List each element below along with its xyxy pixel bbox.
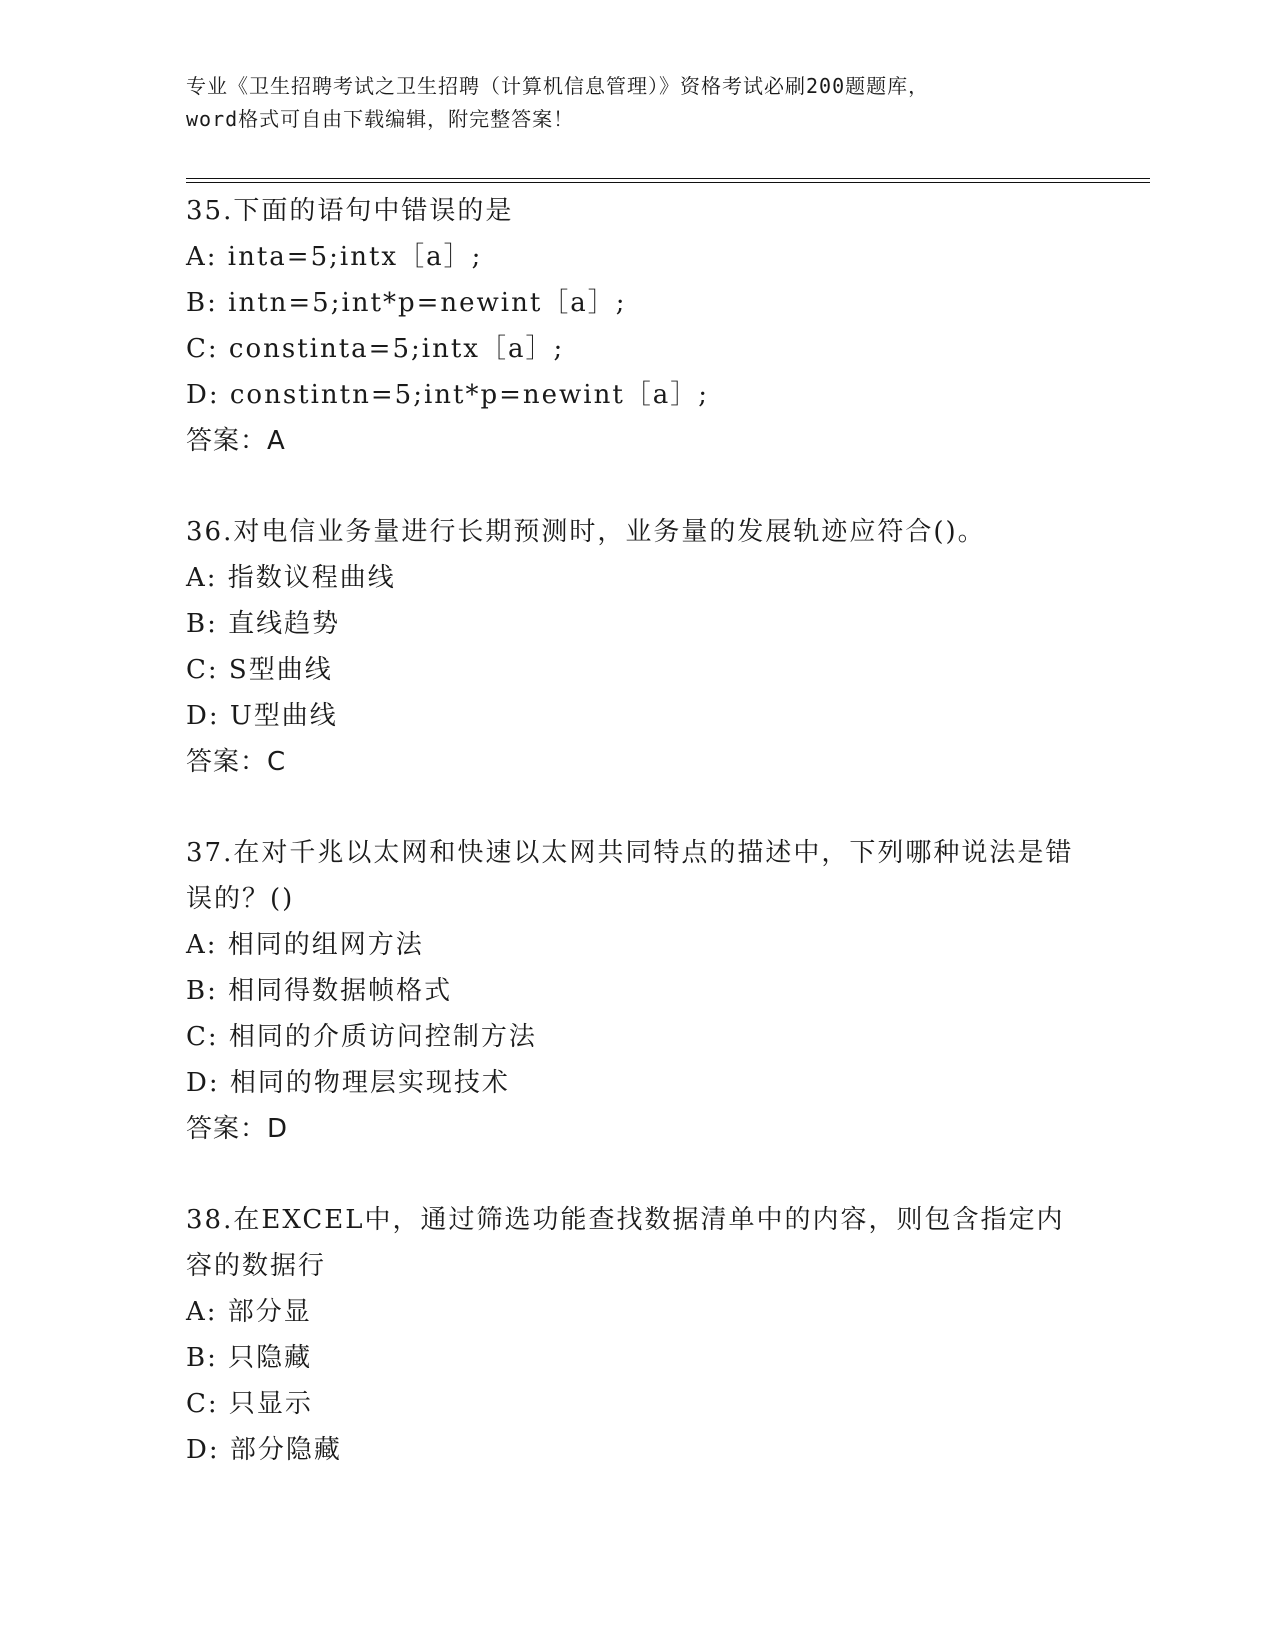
answer-label: 答案：D	[186, 1114, 289, 1144]
option-b: B: 直线趋势	[186, 609, 341, 639]
question-35	[186, 188, 1086, 464]
option-b: B: 相同得数据帧格式	[186, 976, 453, 1006]
answer-label: 答案：C	[186, 747, 287, 777]
option-a: A: 部分显	[186, 1297, 312, 1327]
option-c: C: constinta=5;intx［a］;	[186, 334, 565, 364]
question-spacer	[186, 464, 1086, 509]
answer-label: 答案：A	[186, 426, 286, 456]
option-a: A: 相同的组网方法	[186, 930, 424, 960]
option-b: B: intn=5;int*p=newint［a］;	[186, 288, 627, 318]
question-stem: 35.下面的语句中错误的是	[186, 196, 514, 226]
question-38	[186, 1197, 1086, 1473]
option-b: B: 只隐藏	[186, 1343, 313, 1373]
question-spacer	[186, 785, 1086, 830]
question-37	[186, 830, 1086, 1152]
question-list	[186, 188, 1086, 1473]
question-spacer	[186, 1152, 1086, 1197]
option-c: C: 相同的介质访问控制方法	[186, 1022, 537, 1052]
question-stem: 38.在EXCEL中，通过筛选功能查找数据清单中的内容，则包含指定内容的数据行	[186, 1205, 1065, 1281]
header-divider-top	[186, 178, 1150, 179]
option-d: D: 部分隐藏	[186, 1435, 342, 1465]
header-line-1: 专业《卫生招聘考试之卫生招聘（计算机信息管理）》资格考试必刷200题题库，	[186, 74, 930, 98]
question-36	[186, 509, 1086, 785]
document-header	[186, 70, 1086, 136]
option-d: D: constintn=5;int*p=newint［a］;	[186, 380, 710, 410]
option-c: C: 只显示	[186, 1389, 313, 1419]
option-c: C: S型曲线	[186, 655, 333, 685]
header-divider-bottom	[186, 182, 1150, 183]
question-stem: 36.对电信业务量进行长期预测时，业务量的发展轨迹应符合()。	[186, 517, 986, 547]
option-a: A: inta=5;intx［a］;	[186, 242, 483, 272]
question-stem: 37.在对千兆以太网和快速以太网共同特点的描述中，下列哪种说法是错误的？()	[186, 838, 1074, 914]
option-d: D: U型曲线	[186, 701, 338, 731]
header-line-2: word格式可自由下载编辑，附完整答案！	[186, 107, 575, 131]
option-d: D: 相同的物理层实现技术	[186, 1068, 510, 1098]
option-a: A: 指数议程曲线	[186, 563, 396, 593]
